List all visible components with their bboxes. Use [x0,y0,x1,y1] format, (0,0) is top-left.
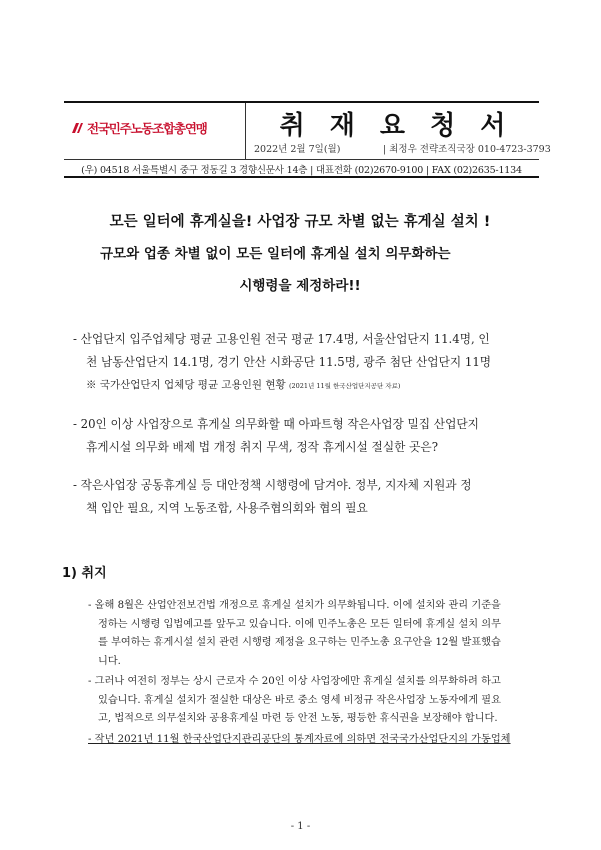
kctu-logo-icon [70,121,84,135]
note-source: (2021년 11월 한국산업단지공단 자료) [288,382,401,390]
bullet-line: 책 입안 필요, 지역 노동조합, 사용주협의회와 협의 필요 [86,501,368,515]
paragraph-line: 니다. [98,655,121,667]
headline-line-1: 모든 일터에 휴게실을! 사업장 규모 차별 없는 휴게실 설치 ! [109,214,491,230]
header-top-rule [64,101,539,103]
header-mid-rule [64,159,539,160]
bullet-line: - 20인 이상 사업장으로 휴게실 의무화할 때 아파트형 작은사업장 밀집 산업단지 [73,417,479,431]
bullet-item [73,328,568,398]
org-logo [70,117,207,139]
paragraph [88,673,558,729]
document-date: 2022년 2월 7일(월) [254,144,341,155]
header-meta [254,141,551,155]
section-body [88,597,558,749]
bullet-line: - 산업단지 입주업체당 평균 고용인원 전국 평균 17.4명, 서울산업단지 11.4명, 인 [73,332,490,346]
document-title: 취 재 요 청 서 [279,111,514,141]
headline [40,212,560,296]
bullet-item [73,474,568,520]
paragraph-line: - 올해 8월은 산업안전보건법 개정으로 휴게실 설치가 의무화됩니다. 이에 설치와 관리 기준을 [88,600,501,611]
paragraph-line: 있습니다. 휴게실 설치가 절실한 대상은 바로 중소 영세 비정규 작은사업장 노동자에게 필요 [98,694,501,706]
bullet-note [73,374,568,398]
paragraph-line: - 작년 2021년 11월 한국산업단지관리공단의 통계자료에 의하면 전국국가산업단지의 가동업체 [88,733,511,745]
note-text: ※ 국가산업단지 업체당 평균 고용인원 현황 [86,379,286,391]
headline-line-2: 규모와 업종 차별 없이 모든 일터에 휴게실 설치 의무화하는 [100,246,451,262]
paragraph-line: 정하는 시행령 입법예고를 앞두고 있습니다. 이에 민주노총은 모든 일터에 휴게실 설치 의무 [98,618,501,630]
contact-info: | 최정우 전략조직국장 010-4723-3793 [383,144,551,155]
section-title: 1) 취지 [62,566,107,581]
paragraph-line: 를 부여하는 휴게시설 설치 관련 시행령 제정을 요구하는 민주노총 요구안을 12월 발표했습 [98,637,501,648]
paragraph [88,597,558,671]
paragraph [88,731,558,750]
document-header [64,101,551,177]
bullet-line: - 작은사업장 공동휴게실 등 대안정책 시행령에 담겨야. 정부, 지자체 지원과 정 [73,478,472,492]
bullet-line: 천 남동산업단지 14.1명, 경기 안산 시화공단 11.5명, 광주 첨단 산업단지 11명 [86,355,492,369]
page-number: - 1 - [290,821,311,832]
address-line: (우) 04518 서울특별시 중구 정동길 3 경향신문사 14층 | 대표전화 (02)2670-9100 | FAX (02)2635-1134 [81,165,522,176]
summary-bullets [73,328,568,535]
org-name: 전국민주노동조합총연맹 [87,121,207,136]
header-bottom-rule [64,176,539,178]
bullet-item [73,413,568,459]
header-divider [245,103,246,159]
paragraph-line: 고, 법적으로 의무설치와 공용휴게실 마련 등 안전 노동, 평등한 휴식권을 보장해야 합니다. [98,713,498,724]
paragraph-line: - 그러나 여전히 정부는 상시 근로자 수 20인 이상 사업장에만 휴게실 설치를 의무화하려 하고 [88,676,501,687]
bullet-line: 휴게시설 의무화 배제 법 개정 취지 무색, 정작 휴게시설 절실한 곳은? [86,440,438,454]
headline-line-3: 시행령을 제정하라!! [239,278,361,294]
